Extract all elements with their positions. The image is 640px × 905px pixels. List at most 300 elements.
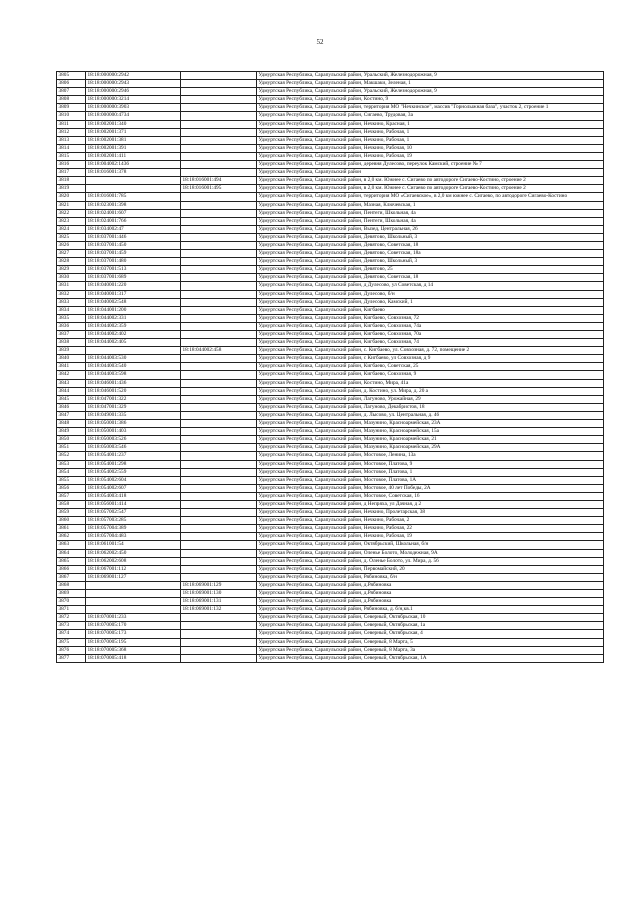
cadastral-number-cell: 18:18:070005:368 — [86, 646, 181, 654]
table-row — [57, 452, 604, 460]
address-cell: Удмуртская Республика, Сарапульский район — [257, 169, 604, 177]
address-cell: Удмуртская Республика, Сарапульский район, в 2,0 км. Южнее с. Сигаево по автодороге Сигаево-Костино, строение 2 — [257, 185, 604, 193]
cadastral-number-cell: 18:18:037001:446 — [86, 233, 181, 241]
row-number-cell: 3852 — [57, 452, 86, 460]
row-number-cell: 3840 — [57, 355, 86, 363]
address-cell: Удмуртская Республика, Сарапульский район, д Дулесово, ул Советская, д 14 — [257, 282, 604, 290]
address-cell: Удмуртская Республика, Сарапульский район, Кигбаево, Совхозная, 74а — [257, 322, 604, 330]
row-number-cell: 3877 — [57, 654, 86, 662]
table-row — [57, 128, 604, 136]
cadastral-number-cell: 18:18:050001:403 — [86, 428, 181, 436]
row-number-cell: 3866 — [57, 565, 86, 573]
parent-cadastral-number-cell — [181, 436, 257, 444]
table-row — [57, 290, 604, 298]
table-row — [57, 72, 604, 80]
address-cell: Удмуртская Республика, Сарапульский район, Северный, Октябрьская, 4 — [257, 630, 604, 638]
cadastral-number-cell — [86, 606, 181, 614]
address-cell: Удмуртская Республика, Сарапульский район, Девятово, Школьный, 3 — [257, 258, 604, 266]
cadastral-number-cell — [86, 598, 181, 606]
cadastral-number-cell: 18:18:046001:520 — [86, 387, 181, 395]
address-cell: Удмуртская Республика, Сарапульский район, Мазунино, Красноармейская, 29А — [257, 444, 604, 452]
cadastral-number-cell — [86, 581, 181, 589]
address-cell: Удмуртская Республика, Сарапульский район, Девятово, Советская, 18 — [257, 241, 604, 249]
row-number-cell: 3815 — [57, 152, 86, 160]
row-number-cell: 3874 — [57, 630, 86, 638]
table-row — [57, 250, 604, 258]
table-row — [57, 598, 604, 606]
parent-cadastral-number-cell — [181, 241, 257, 249]
address-cell: Удмуртская Республика, Сарапульский район, д. Оленье Болото, ул. Мира, д. 56 — [257, 557, 604, 565]
row-number-cell: 3834 — [57, 306, 86, 314]
cadastral-number-cell: 18:18:050003:526 — [86, 436, 181, 444]
cadastral-number-cell: 18:18:000000:3903 — [86, 104, 181, 112]
table-row — [57, 347, 604, 355]
row-number-cell: 3842 — [57, 371, 86, 379]
table-row — [57, 533, 604, 541]
cadastral-number-cell: 18:18:050003:546 — [86, 444, 181, 452]
table-row — [57, 185, 604, 193]
address-cell: Удмуртская Республика, Сарапульский район, Нечкино, Рабочая, 2 — [257, 517, 604, 525]
parent-cadastral-number-cell — [181, 80, 257, 88]
table-row — [57, 209, 604, 217]
row-number-cell: 3808 — [57, 96, 86, 104]
table-row — [57, 444, 604, 452]
parent-cadastral-number-cell: 18:18:016001:494 — [181, 177, 257, 185]
cadastral-number-cell: 18:18:000000:2946 — [86, 88, 181, 96]
address-cell: Удмуртская Республика, Сарапульский район, Пентеги, Школьная, 4а — [257, 217, 604, 225]
row-number-cell: 3811 — [57, 120, 86, 128]
address-cell: Удмуртская Республика, Сарапульский район, Рябиновка, б/н — [257, 573, 604, 581]
table-row — [57, 314, 604, 322]
cadastral-number-cell: 18:18:044003:598 — [86, 371, 181, 379]
row-number-cell: 3838 — [57, 339, 86, 347]
row-number-cell: 3876 — [57, 646, 86, 654]
cadastral-number-cell: 18:18:054001:237 — [86, 452, 181, 460]
row-number-cell: 3862 — [57, 533, 86, 541]
table-row — [57, 241, 604, 249]
address-cell: Удмуртская Республика, Сарапульский район, Мазунино, Красноармейская, 23А — [257, 420, 604, 428]
address-cell: Удмуртская Республика, Сарапульский район, Первомайский, 20 — [257, 565, 604, 573]
address-cell: Удмуртская Республика, Сарапульский район, д. Лысово, ул. Центральная, д. 46 — [257, 411, 604, 419]
cadastral-number-cell: 18:18:054001:298 — [86, 460, 181, 468]
cadastral-number-cell: 18:18:037001:689 — [86, 274, 181, 282]
parent-cadastral-number-cell — [181, 112, 257, 120]
cadastral-number-cell — [86, 590, 181, 598]
cadastral-number-cell: 18:18:040002:548 — [86, 298, 181, 306]
parent-cadastral-number-cell — [181, 128, 257, 136]
row-number-cell: 3830 — [57, 274, 86, 282]
row-number-cell: 3845 — [57, 395, 86, 403]
address-cell: Удмуртская Республика, Сарапульский район, Кигбаево, Совхозная, 72 — [257, 314, 604, 322]
cadastral-number-cell: 18:18:000000:3214 — [86, 96, 181, 104]
row-number-cell: 3867 — [57, 573, 86, 581]
parent-cadastral-number-cell: 18:18:044002:458 — [181, 347, 257, 355]
parent-cadastral-number-cell — [181, 525, 257, 533]
row-number-cell: 3869 — [57, 590, 86, 598]
address-cell: Удмуртская Республика, Сарапульский район, Макшаки, Зеленая, 1 — [257, 80, 604, 88]
table-row — [57, 638, 604, 646]
parent-cadastral-number-cell — [181, 258, 257, 266]
table-row — [57, 460, 604, 468]
address-cell: Удмуртская Республика, Сарапульский район, Кигбаево, Совхозная, 9 — [257, 371, 604, 379]
parent-cadastral-number-cell — [181, 460, 257, 468]
parent-cadastral-number-cell — [181, 144, 257, 152]
row-number-cell: 3851 — [57, 444, 86, 452]
row-number-cell: 3868 — [57, 581, 86, 589]
address-cell: Удмуртская Республика, Сарапульский район, Нечкино, Рабочая, 22 — [257, 525, 604, 533]
parent-cadastral-number-cell — [181, 363, 257, 371]
row-number-cell: 3853 — [57, 460, 86, 468]
address-cell: Удмуртская Республика, Сарапульский район, д.Рябиновка — [257, 581, 604, 589]
cadastral-number-cell: 18:18:067001:112 — [86, 565, 181, 573]
address-cell: Удмуртская Республика, Сарапульский район, Нечкино, Рабочая, 10 — [257, 144, 604, 152]
cadastral-number-cell: 18:18:044002:402 — [86, 331, 181, 339]
cadastral-number-cell: 18:18:044002:405 — [86, 339, 181, 347]
address-cell: Удмуртская Республика, Сарапульский район, Северный, 8 Марта, 5 — [257, 638, 604, 646]
cadastral-number-cell: 18:18:040001:220 — [86, 282, 181, 290]
row-number-cell: 3809 — [57, 104, 86, 112]
parent-cadastral-number-cell — [181, 509, 257, 517]
row-number-cell: 3846 — [57, 403, 86, 411]
row-number-cell: 3819 — [57, 185, 86, 193]
parent-cadastral-number-cell — [181, 646, 257, 654]
address-cell: Удмуртская Республика, Сарапульский район, Нечкино, Рабочая, 19 — [257, 152, 604, 160]
cadastral-number-cell: 18:18:054002:604 — [86, 476, 181, 484]
cadastral-number-cell: 18:18:002001:381 — [86, 136, 181, 144]
table-row — [57, 476, 604, 484]
parent-cadastral-number-cell — [181, 104, 257, 112]
cadastral-number-cell: 18:18:044002:331 — [86, 314, 181, 322]
cadastral-number-cell: 18:18:044003:530 — [86, 355, 181, 363]
row-number-cell: 3848 — [57, 420, 86, 428]
table-row — [57, 549, 604, 557]
row-number-cell: 3829 — [57, 266, 86, 274]
parent-cadastral-number-cell — [181, 161, 257, 169]
cadastral-number-cell: 18:18:062002:450 — [86, 549, 181, 557]
address-cell: Удмуртская Республика, Сарапульский район, Кигбаево, Советская, 25 — [257, 363, 604, 371]
cadastral-number-cell: 18:18:057003:285 — [86, 517, 181, 525]
parent-cadastral-number-cell — [181, 654, 257, 662]
table-row — [57, 80, 604, 88]
address-cell: Удмуртская Республика, Сарапульский район, Мазунино, Красноармейская, 15а — [257, 428, 604, 436]
table-row — [57, 96, 604, 104]
cadastral-number-cell: 18:18:070005:173 — [86, 630, 181, 638]
table-row — [57, 517, 604, 525]
table-row — [57, 379, 604, 387]
address-cell: Удмуртская Республика, Сарапульский район, Оленье Болото, Молодежная, 9А — [257, 549, 604, 557]
address-cell: Удмуртская Республика, Сарапульский район, Октябрьский, Школьная, б/н — [257, 541, 604, 549]
address-cell: Удмуртская Республика, Сарапульский район, Мостовое, 40 лет Победы, 2А — [257, 484, 604, 492]
address-cell: Удмуртская Республика, Сарапульский район, Уральский, Железнодорожная, 9 — [257, 88, 604, 96]
cadastral-number-cell: 18:18:070001:233 — [86, 614, 181, 622]
parent-cadastral-number-cell — [181, 225, 257, 233]
row-number-cell: 3807 — [57, 88, 86, 96]
row-number-cell: 3835 — [57, 314, 86, 322]
row-number-cell: 3831 — [57, 282, 86, 290]
parent-cadastral-number-cell — [181, 533, 257, 541]
table-row — [57, 436, 604, 444]
cadastral-number-cell: 18:18:044001:200 — [86, 306, 181, 314]
cadastral-number-cell: 18:18:002001:340 — [86, 120, 181, 128]
row-number-cell: 3856 — [57, 484, 86, 492]
table-row — [57, 161, 604, 169]
table-row — [57, 169, 604, 177]
table-row — [57, 395, 604, 403]
address-cell: Удмуртская Республика, Сарапульский район, Мазунино, Красноармейская, 21 — [257, 436, 604, 444]
table-row — [57, 622, 604, 630]
row-number-cell: 3817 — [57, 169, 86, 177]
address-cell: Удмуртская Республика, Сарапульский район, Кигбаево, Совхозная, 74 — [257, 339, 604, 347]
cadastral-number-cell: 18:18:037001:513 — [86, 266, 181, 274]
address-cell: Удмуртская Республика, Сарапульский район, д.Рябиновка — [257, 598, 604, 606]
row-number-cell: 3863 — [57, 541, 86, 549]
parent-cadastral-number-cell — [181, 411, 257, 419]
address-cell: Удмуртская Республика, Сарапульский район, д.Рябиновка — [257, 590, 604, 598]
row-number-cell: 3870 — [57, 598, 86, 606]
parent-cadastral-number-cell — [181, 331, 257, 339]
row-number-cell: 3825 — [57, 233, 86, 241]
cadastral-number-cell: 18:18:070005:195 — [86, 638, 181, 646]
address-cell: Удмуртская Республика, Сарапульский район, Мостовое, Платова, 1 — [257, 468, 604, 476]
cadastral-number-cell: 18:18:002001:411 — [86, 152, 181, 160]
address-cell: Удмуртская Республика, Сарапульский район, Вызед, Центральная, 26 — [257, 225, 604, 233]
table-row — [57, 322, 604, 330]
parent-cadastral-number-cell: 18:18:069001:129 — [181, 581, 257, 589]
parent-cadastral-number-cell — [181, 233, 257, 241]
row-number-cell: 3849 — [57, 428, 86, 436]
parent-cadastral-number-cell — [181, 395, 257, 403]
cadastral-number-cell — [86, 347, 181, 355]
parent-cadastral-number-cell — [181, 250, 257, 258]
address-cell: Удмуртская Республика, Сарапульский район, Костино, 9 — [257, 96, 604, 104]
parent-cadastral-number-cell — [181, 274, 257, 282]
parent-cadastral-number-cell — [181, 201, 257, 209]
parent-cadastral-number-cell — [181, 387, 257, 395]
table-row — [57, 525, 604, 533]
cadastral-number-cell: 18:18:044002:359 — [86, 322, 181, 330]
parent-cadastral-number-cell — [181, 630, 257, 638]
address-cell: Удмуртская Республика, Сарапульский район, Северный, 8 Марта, 3а — [257, 646, 604, 654]
table-row — [57, 411, 604, 419]
cadastral-number-cell: 18:18:002001:371 — [86, 128, 181, 136]
address-cell: Удмуртская Республика, Сарапульский район, деревня Дулесово, переулок Камский, строение № 7 — [257, 161, 604, 169]
parent-cadastral-number-cell — [181, 193, 257, 201]
cadastral-number-cell: 18:18:004002:1436 — [86, 161, 181, 169]
row-number-cell: 3844 — [57, 387, 86, 395]
parent-cadastral-number-cell — [181, 339, 257, 347]
row-number-cell: 3839 — [57, 347, 86, 355]
registry-table-body — [57, 72, 604, 663]
parent-cadastral-number-cell — [181, 484, 257, 492]
address-cell: Удмуртская Республика, Сарапульский район, Нечкино, Рабочая, 1 — [257, 128, 604, 136]
address-cell: Удмуртская Республика, Сарапульский район, Нечкино, Пролетарская, 38 — [257, 509, 604, 517]
cadastral-number-cell: 18:18:050001:386 — [86, 420, 181, 428]
cadastral-number-cell: 18:18:046001:436 — [86, 379, 181, 387]
parent-cadastral-number-cell — [181, 209, 257, 217]
cadastral-number-cell: 18:18:037001:450 — [86, 241, 181, 249]
row-number-cell: 3864 — [57, 549, 86, 557]
cadastral-number-cell: 18:18:000000:2943 — [86, 80, 181, 88]
address-cell: Удмуртская Республика, Сарапульский район, Девятово, Школьный, 3 — [257, 233, 604, 241]
address-cell: Удмуртская Республика, Сарапульский район, Костино, Мира, 41а — [257, 379, 604, 387]
row-number-cell: 3824 — [57, 225, 86, 233]
cadastral-number-cell: 18:18:037001:459 — [86, 250, 181, 258]
address-cell: Удмуртская Республика, Сарапульский район, Девятово, 25 — [257, 266, 604, 274]
row-number-cell: 3813 — [57, 136, 86, 144]
row-number-cell: 3872 — [57, 614, 86, 622]
row-number-cell: 3820 — [57, 193, 86, 201]
parent-cadastral-number-cell — [181, 136, 257, 144]
row-number-cell: 3833 — [57, 298, 86, 306]
table-row — [57, 217, 604, 225]
address-cell: Удмуртская Республика, Сарапульский район, в 2,0 км. Южнее с. Сигаево по автодороге Сигаево-Костино, строение 2 — [257, 177, 604, 185]
address-cell: Удмуртская Республика, Сарапульский район, Нечкино, Рабочая, 19 — [257, 533, 604, 541]
address-cell: Удмуртская Республика, Сарапульский район, д Непряха, ул Дачная, д 2 — [257, 500, 604, 508]
table-row — [57, 630, 604, 638]
parent-cadastral-number-cell — [181, 557, 257, 565]
cadastral-number-cell: 18:18:024001:607 — [86, 209, 181, 217]
row-number-cell: 3821 — [57, 201, 86, 209]
address-cell: Удмуртская Республика, Сарапульский район, Мостовое, Советская, 16 — [257, 492, 604, 500]
row-number-cell: 3865 — [57, 557, 86, 565]
row-number-cell: 3847 — [57, 411, 86, 419]
address-cell: Удмуртская Республика, Сарапульский район, Кигбаево, Совхозная, 70а — [257, 331, 604, 339]
cadastral-number-cell: 18:18:044003:540 — [86, 363, 181, 371]
address-cell: Удмуртская Республика, Сарапульский район, Дулесово, б/н — [257, 290, 604, 298]
address-cell: Удмуртская Республика, Сарапульский район, Северный, Октябрьская, 1А — [257, 654, 604, 662]
table-row — [57, 403, 604, 411]
address-cell: Удмуртская Республика, Сарапульский район, Мостовое, Платова, 1А — [257, 476, 604, 484]
address-cell: Удмуртская Республика, Сарапульский район, д. Костино, ул. Мира, д. 20 а — [257, 387, 604, 395]
parent-cadastral-number-cell — [181, 444, 257, 452]
cadastral-number-cell — [86, 177, 181, 185]
cadastral-number-cell: 18:18:057004:389 — [86, 525, 181, 533]
row-number-cell: 3814 — [57, 144, 86, 152]
cadastral-number-cell: 18:18:037001:480 — [86, 258, 181, 266]
table-row — [57, 363, 604, 371]
table-row — [57, 355, 604, 363]
table-row — [57, 565, 604, 573]
parent-cadastral-number-cell — [181, 622, 257, 630]
table-row — [57, 282, 604, 290]
row-number-cell: 3827 — [57, 250, 86, 258]
table-row — [57, 144, 604, 152]
cadastral-number-cell: 18:18:061001:54 — [86, 541, 181, 549]
row-number-cell: 3806 — [57, 80, 86, 88]
parent-cadastral-number-cell — [181, 638, 257, 646]
parent-cadastral-number-cell — [181, 565, 257, 573]
table-row — [57, 492, 604, 500]
table-row — [57, 112, 604, 120]
parent-cadastral-number-cell — [181, 266, 257, 274]
parent-cadastral-number-cell — [181, 298, 257, 306]
cadastral-number-cell: 18:18:016001:378 — [86, 169, 181, 177]
parent-cadastral-number-cell — [181, 88, 257, 96]
cadastral-number-cell: 18:18:054002:607 — [86, 484, 181, 492]
address-cell: Удмуртская Республика, Сарапульский район, Пентеги, Школьная, 4а — [257, 209, 604, 217]
address-cell: Удмуртская Республика, Сарапульский район, Дулесово, Камский, 1 — [257, 298, 604, 306]
address-cell: Удмуртская Республика, Сарапульский район, Северный, Октябрьская, 1а — [257, 622, 604, 630]
address-cell: Удмуртская Республика, Сарапульский район, Мазная, Ключевская, 1 — [257, 201, 604, 209]
row-number-cell: 3826 — [57, 241, 86, 249]
address-cell: Удмуртская Республика, Сарапульский район, Уральский, Железнодорожная, 9 — [257, 72, 604, 80]
table-row — [57, 266, 604, 274]
parent-cadastral-number-cell: 18:18:016001:495 — [181, 185, 257, 193]
parent-cadastral-number-cell — [181, 282, 257, 290]
table-row — [57, 557, 604, 565]
parent-cadastral-number-cell — [181, 120, 257, 128]
parent-cadastral-number-cell — [181, 500, 257, 508]
cadastral-number-cell: 18:18:016001:785 — [86, 193, 181, 201]
table-row — [57, 541, 604, 549]
address-cell: Удмуртская Республика, Сарапульский район, Мостовое, Ленина, 13а — [257, 452, 604, 460]
address-cell: Удмуртская Республика, Сарапульский район, территория МО «Сигаевское», в 2,0 км южнее с. Сигаево, по автодороге Сигаево-Костино — [257, 193, 604, 201]
address-cell: Удмуртская Республика, Сарапульский район, Лагуново, Урожайная, 29 — [257, 395, 604, 403]
address-cell: Удмуртская Республика, Сарапульский район, Рябиновка, д. б/н,кв.1 — [257, 606, 604, 614]
table-row — [57, 614, 604, 622]
table-row — [57, 420, 604, 428]
address-cell: Удмуртская Республика, Сарапульский район, Северный, Октябрьская, 10 — [257, 614, 604, 622]
cadastral-number-cell: 18:18:069001:127 — [86, 573, 181, 581]
address-cell: Удмуртская Республика, Сарапульский район, с Кигбаево, ул Совхозная, д 9 — [257, 355, 604, 363]
table-row — [57, 274, 604, 282]
cadastral-number-cell: 18:18:040001:317 — [86, 290, 181, 298]
parent-cadastral-number-cell — [181, 452, 257, 460]
parent-cadastral-number-cell — [181, 152, 257, 160]
address-cell: Удмуртская Республика, Сарапульский район, территория МО "Нечкинское", массив "Горнолыжная база", участок 2, строение 1 — [257, 104, 604, 112]
parent-cadastral-number-cell — [181, 468, 257, 476]
address-cell: Удмуртская Республика, Сарапульский район, Лагуново, Декабристов, 18 — [257, 403, 604, 411]
cadastral-number-cell: 18:18:049001:335 — [86, 411, 181, 419]
cadastral-number-cell: 18:18:057002:547 — [86, 509, 181, 517]
row-number-cell: 3818 — [57, 177, 86, 185]
table-row — [57, 581, 604, 589]
parent-cadastral-number-cell — [181, 420, 257, 428]
parent-cadastral-number-cell — [181, 314, 257, 322]
row-number-cell: 3871 — [57, 606, 86, 614]
parent-cadastral-number-cell: 18:18:069001:132 — [181, 606, 257, 614]
address-cell: Удмуртская Республика, Сарапульский район, Нечкино, Рабочая, 1 — [257, 136, 604, 144]
parent-cadastral-number-cell: 18:18:069001:131 — [181, 598, 257, 606]
cadastral-number-cell: 18:18:034002:47 — [86, 225, 181, 233]
cadastral-number-cell — [86, 185, 181, 193]
parent-cadastral-number-cell — [181, 72, 257, 80]
cadastral-number-cell: 18:18:056001:414 — [86, 500, 181, 508]
row-number-cell: 3836 — [57, 322, 86, 330]
table-row — [57, 233, 604, 241]
parent-cadastral-number-cell: 18:18:069001:130 — [181, 590, 257, 598]
address-cell: Удмуртская Республика, Сарапульский район, Мостовое, Платова, 9 — [257, 460, 604, 468]
row-number-cell: 3858 — [57, 500, 86, 508]
parent-cadastral-number-cell — [181, 428, 257, 436]
row-number-cell: 3861 — [57, 525, 86, 533]
cadastral-number-cell: 18:18:054002:559 — [86, 468, 181, 476]
address-cell: Удмуртская Республика, Сарапульский район, Девятово, Советская, 18а — [257, 250, 604, 258]
parent-cadastral-number-cell — [181, 476, 257, 484]
table-row — [57, 500, 604, 508]
row-number-cell: 3850 — [57, 436, 86, 444]
table-row — [57, 590, 604, 598]
parent-cadastral-number-cell — [181, 322, 257, 330]
table-row — [57, 339, 604, 347]
parent-cadastral-number-cell — [181, 290, 257, 298]
cadastral-number-cell: 18:18:070005:170 — [86, 622, 181, 630]
table-row — [57, 193, 604, 201]
page-number: 52 — [316, 38, 324, 46]
row-number-cell: 3859 — [57, 509, 86, 517]
table-row — [57, 120, 604, 128]
cadastral-number-cell: 18:18:047001:329 — [86, 403, 181, 411]
